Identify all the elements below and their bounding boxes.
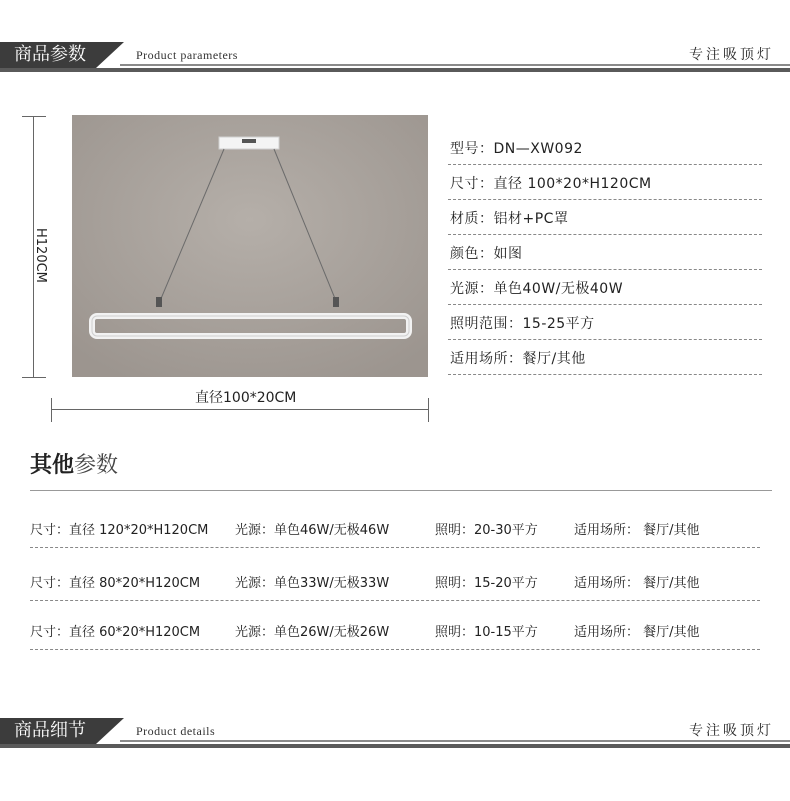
width-dimension-tick-right: [428, 398, 429, 422]
height-dimension-tick-top: [22, 116, 46, 117]
other-row-area: 照明：15-20平方: [435, 576, 538, 591]
header-rule-thin: [120, 64, 790, 66]
other-row-size: 尺寸：直径 120*20*H120CM: [30, 523, 209, 538]
header-rule: [0, 68, 790, 72]
other-row-place: 适用场所： 餐厅/其他: [574, 625, 700, 640]
product-image: [72, 115, 428, 377]
other-row-area: 照明：10-15平方: [435, 625, 538, 640]
spec-lighting-range-text: 照明范围：15-25平方: [450, 316, 595, 332]
spec-size-text: 尺寸：直径 100*20*H120CM: [450, 176, 652, 192]
other-row-light: 光源：单色46W/无极46W: [235, 523, 390, 538]
spec-applicable-place: [448, 340, 762, 375]
footer-rule-thin: [120, 740, 790, 742]
spec-color: [448, 235, 762, 270]
other-row-place: 适用场所： 餐厅/其他: [574, 523, 700, 538]
other-row: [30, 517, 760, 548]
spec-material: [448, 200, 762, 235]
other-row-light: 光源：单色33W/无极33W: [235, 576, 390, 591]
other-params-title-bold: 其他: [30, 453, 75, 478]
spec-lighting-range: [448, 305, 762, 340]
footer-banner: [0, 718, 790, 748]
other-row-size: 尺寸：直径 80*20*H120CM: [30, 576, 201, 591]
width-dimension-line: [51, 409, 429, 410]
other-row-light: 光源：单色26W/无极26W: [235, 625, 390, 640]
other-params-rule: [30, 490, 772, 491]
footer-cn-title: 商品细节: [0, 718, 96, 744]
height-dimension-tick-bottom: [22, 377, 46, 378]
footer-rule: [0, 744, 790, 748]
header-banner: [0, 42, 790, 72]
spec-light-source-text: 光源：单色40W/无极40W: [450, 281, 624, 297]
other-row-size: 尺寸：直径 60*20*H120CM: [30, 625, 201, 640]
pendant-lamp-illustration: [72, 115, 428, 377]
header-right-text: 专注吸顶灯: [689, 47, 774, 63]
header-cn-title: 商品参数: [0, 42, 96, 68]
other-row: [30, 570, 760, 601]
other-row-area: 照明：20-30平方: [435, 523, 538, 538]
spec-size: [448, 165, 762, 200]
spec-material-text: 材质：铝材+PC罩: [450, 211, 569, 227]
spec-color-text: 颜色：如图: [450, 246, 523, 262]
spec-model: [448, 130, 762, 165]
spec-light-source: [448, 270, 762, 305]
other-row: [30, 619, 760, 650]
height-dimension-label: H120CM: [33, 228, 48, 283]
spec-applicable-place-text: 适用场所：餐厅/其他: [450, 351, 586, 367]
footer-tab-slant: [96, 718, 124, 744]
spec-model-text: 型号：DN—XW092: [450, 141, 583, 157]
header-tab-slant: [96, 42, 124, 68]
width-dimension-label: 直径100*20CM: [195, 390, 297, 406]
footer-en-title: Product details: [136, 724, 216, 738]
other-params-title-rest: 参数: [74, 453, 119, 478]
other-row-place: 适用场所： 餐厅/其他: [574, 576, 700, 591]
header-en-title: Product parameters: [136, 48, 238, 62]
width-dimension-tick-left: [51, 398, 52, 422]
other-params-title: [30, 448, 118, 479]
footer-right-text: 专注吸顶灯: [689, 723, 774, 739]
